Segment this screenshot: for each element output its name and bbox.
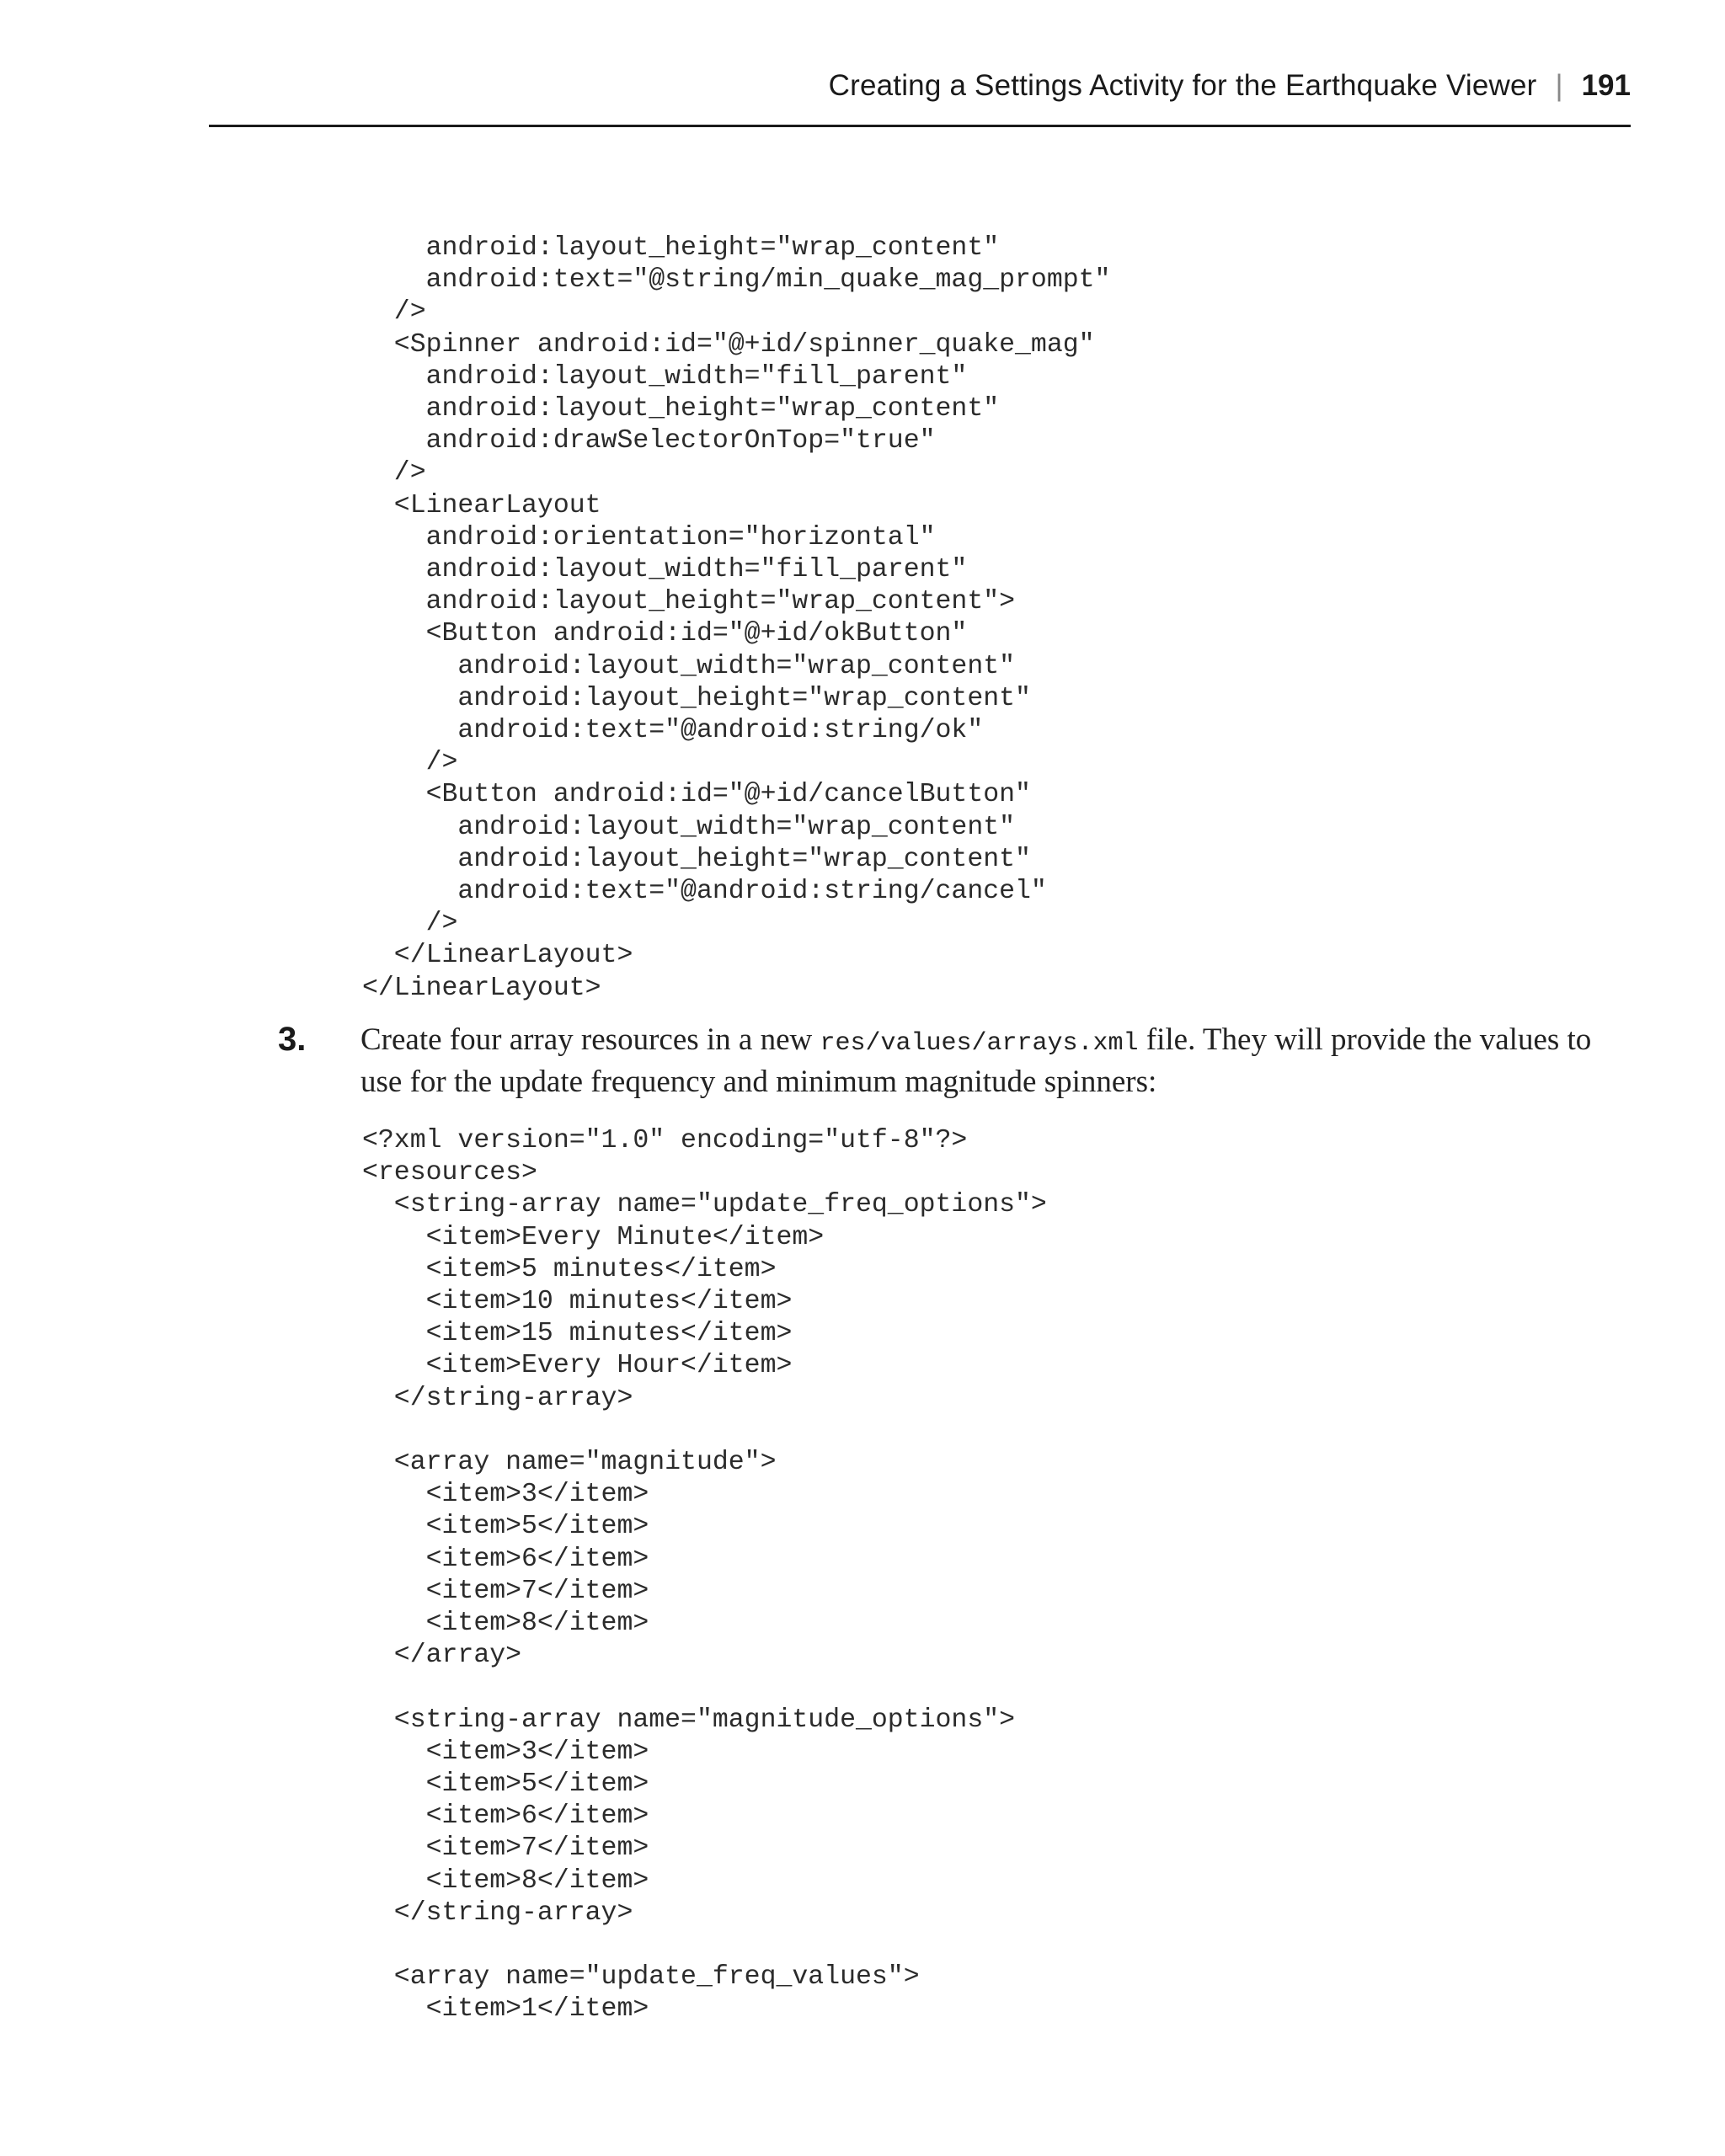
running-head — [829, 61, 1631, 111]
step-text-before: Create four array resources in a new — [360, 1022, 820, 1057]
step-instruction — [360, 1021, 1599, 1102]
running-head-title: Creating a Settings Activity for the Earthquake Viewer — [828, 69, 1537, 102]
step-text-after: file. They will provide the values to use for the update frequency and minimum magnitude spinners: — [360, 1022, 1592, 1099]
code-listing-layout-xml: android:layout_height="wrap_content" android:text="@string/min_quake_mag_prompt" /> <Spinner android:id="@+id/spinner_quake_mag" android:layout_width="fill_parent" android:layout_height="wrap_content" android:drawSelectorOnTop="true" /> <LinearLayout android:orientation="horizontal" android:layout_width="fill_parent" android:layout_height="wrap_content"> <Button android:id="@+id/okButton" android:layout_width="wrap_content" android:layout_height="wrap_content" android:text="@android:string/ok" /> <Button android:id="@+id/cancelButton" android:layout_width="wrap_content" android:layout_height="wrap_content" android:text="@android:string/cancel" /> </LinearLayout> </LinearLayout> — [362, 233, 1111, 1003]
page-number: 191 — [1581, 69, 1631, 102]
running-head-separator: | — [1555, 69, 1563, 102]
header-rule — [209, 125, 1631, 127]
code-listing-arrays-xml: <?xml version="1.0" encoding="utf-8"?> <resources> <string-array name="update_freq_options"> <item>Every Minute</item> <item>5 minutes</item> <item>10 minutes</item> <item>15 minutes</item> <item>Every Hour</item> </string-array> <array name="magnitude"> <item>3</item> <item>5</item> <item>6</item> <item>7</item> <item>8</item> </array> <string-array name="magnitude_options"> <item>3</item> <item>5</item> <item>6</item> <item>7</item> <item>8</item> </string-array> <array name="update_freq_values"> <item>1</item> — [362, 1126, 1047, 2025]
step-number: 3. — [278, 1021, 307, 1058]
inline-code-filename: res/values/arrays.xml — [820, 1029, 1139, 1058]
